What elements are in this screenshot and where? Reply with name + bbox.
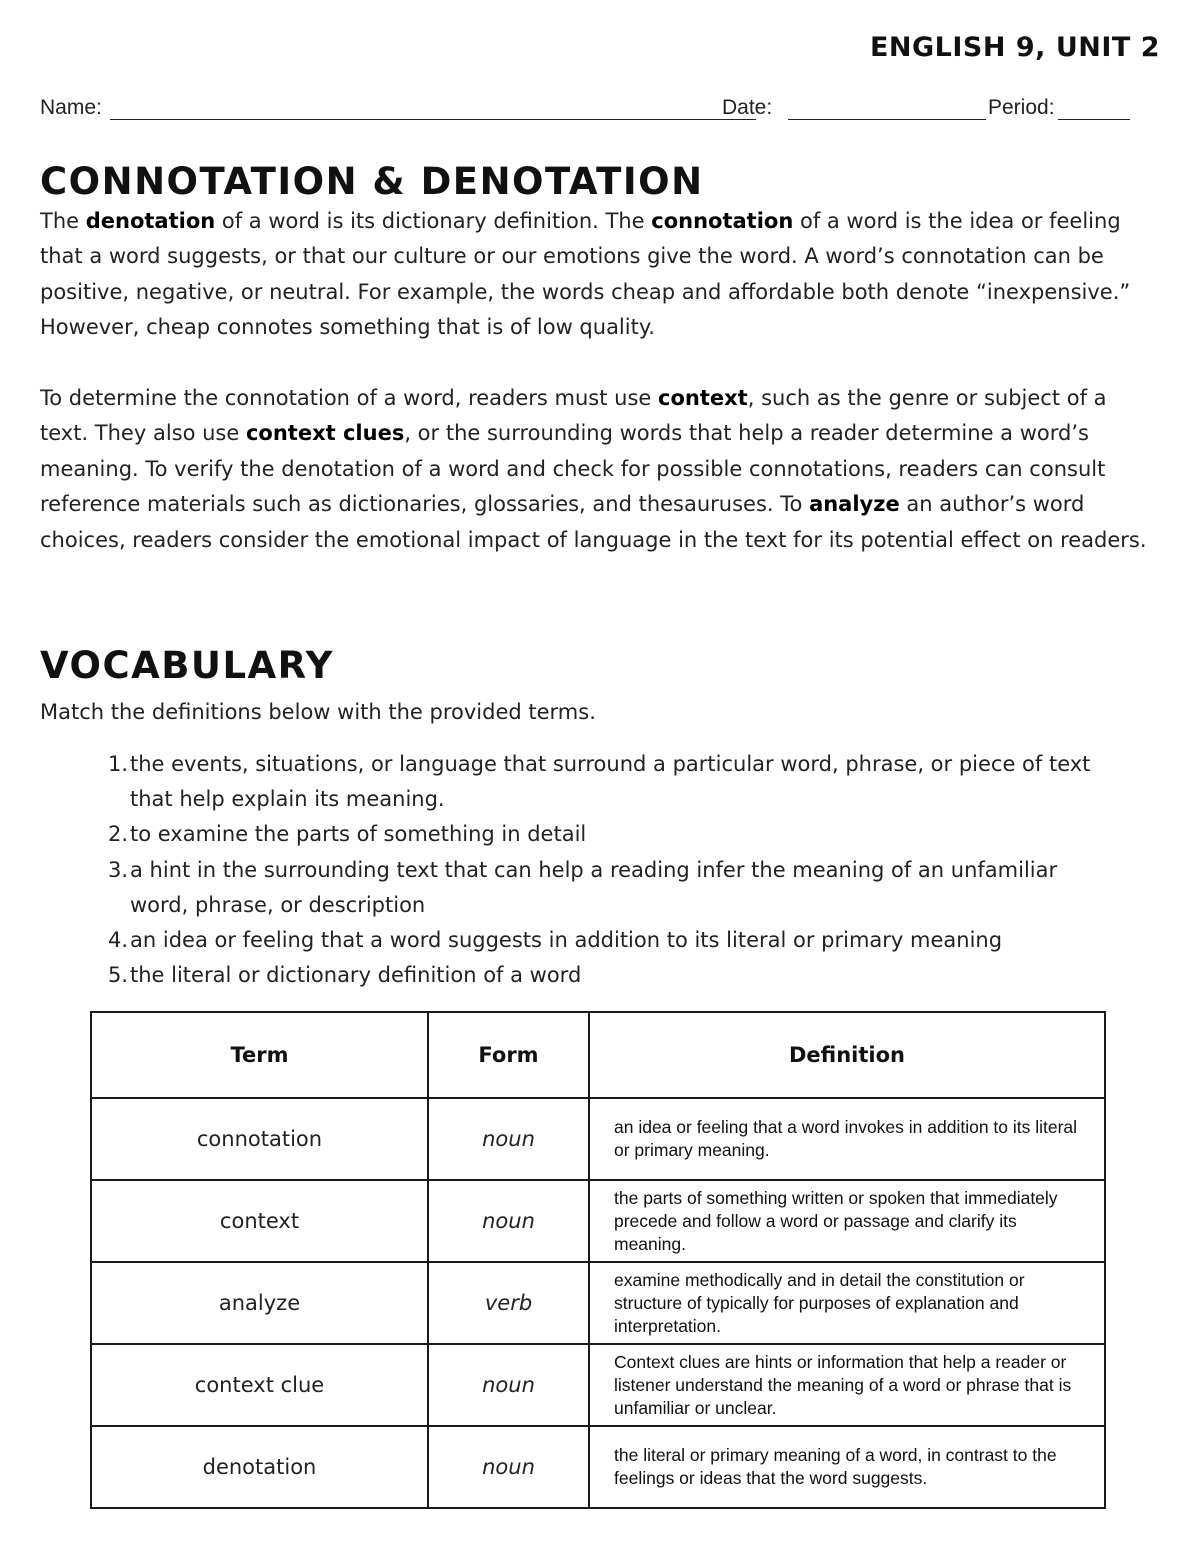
term-cell: context clue <box>91 1344 428 1426</box>
term-cell: context <box>91 1180 428 1262</box>
vocabulary-instructions: Match the definitions below with the provided terms. <box>40 700 596 724</box>
course-unit-label: ENGLISH 9, UNIT 2 <box>869 32 1160 63</box>
list-item: 5. the literal or dictionary definition of a word <box>108 963 582 988</box>
period-label: Period: <box>988 96 1055 119</box>
date-blank[interactable] <box>788 119 986 120</box>
list-item: 1. the events, situations, or language that surround a particular word, phrase, or piece of text that help explain its meaning. <box>108 752 1091 812</box>
definition-cell: Context clues are hints or information that help a reader or listener understand the meaning of a word or phrase that is unfamiliar or unclear. <box>589 1344 1105 1426</box>
definition-cell: examine methodically and in detail the constitution or structure of typically for purposes of explanation and interpretation. <box>589 1262 1105 1344</box>
list-item: 3. a hint in the surrounding text that can help a reading infer the meaning of an unfamiliar word, phrase, or description <box>108 857 1058 917</box>
list-item: 2. to examine the parts of something in detail <box>108 822 587 847</box>
key-term: context clues <box>245 421 405 446</box>
header-form: Form <box>428 1012 589 1098</box>
form-cell: verb <box>428 1262 589 1344</box>
header-definition: Definition <box>589 1012 1105 1098</box>
definition-text: a hint in the surrounding text that can help a reading infer the meaning of an unfamiliar word, phrase, or description <box>130 857 1058 917</box>
period-blank[interactable] <box>1058 119 1130 120</box>
definition-text: the literal or dictionary definition of a word <box>130 963 582 988</box>
table-row <box>91 1262 1105 1344</box>
vocabulary-table <box>90 1011 1106 1509</box>
intro-paragraph-2: To determine the connotation of a word, readers must use context, such as the genre or subject of a text. They also use context clues, or the surrounding words that help a reader determine a word’s meaning. To verify the denotation of a word and check for possible connotations, readers can consult reference materials such as dictionaries, glossaries, and thesauruses. To analyze an author’s word choices, readers consider the emotional impact of language in the text for its potential effect on readers. <box>40 386 1147 552</box>
form-cell: noun <box>428 1344 589 1426</box>
name-label: Name: <box>40 96 102 119</box>
table-row <box>91 1344 1105 1426</box>
key-term: connotation <box>651 209 794 233</box>
table-row <box>91 1426 1105 1508</box>
table-row <box>91 1098 1105 1180</box>
table-row <box>91 1180 1105 1262</box>
key-term: analyze <box>809 492 900 517</box>
key-term: denotation <box>85 209 216 233</box>
definition-cell: the literal or primary meaning of a word, in contrast to the feelings or ideas that the word suggests. <box>589 1426 1105 1508</box>
term-cell: analyze <box>91 1262 428 1344</box>
table-header-row <box>91 1012 1105 1098</box>
name-blank[interactable] <box>110 119 756 120</box>
section-title-vocabulary: VOCABULARY <box>40 644 334 687</box>
header-term: Term <box>91 1012 428 1098</box>
term-cell: denotation <box>91 1426 428 1508</box>
definition-cell: the parts of something written or spoken that immediately precede and follow a word or passage and clarify its meaning. <box>589 1180 1105 1262</box>
form-cell: noun <box>428 1180 589 1262</box>
definition-cell: an idea or feeling that a word invokes in addition to its literal or primary meaning. <box>589 1098 1105 1180</box>
intro-paragraph-1: The denotation of a word is its dictionary definition. The connotation of a word is the idea or feeling that a word suggests, or that our culture or our emotions give the word. A word’s connotation can be positive, negative, or neutral. For example, the words cheap and affordable both denote “inexpensive.” However, cheap connotes something that is of low quality. <box>40 209 1131 340</box>
definition-text: the events, situations, or language that surround a particular word, phrase, or piece of text that help explain its meaning. <box>130 752 1091 812</box>
term-cell: connotation <box>91 1098 428 1180</box>
definition-text: to examine the parts of something in detail <box>130 822 587 847</box>
form-cell: noun <box>428 1426 589 1508</box>
date-label: Date: <box>722 96 773 119</box>
definition-text: an idea or feeling that a word suggests in addition to its literal or primary meaning <box>130 928 1003 953</box>
form-cell: noun <box>428 1098 589 1180</box>
list-item: 4. an idea or feeling that a word suggests in addition to its literal or primary meaning <box>108 928 1003 953</box>
key-term: context <box>658 386 748 410</box>
student-info-line <box>40 96 1130 126</box>
definition-list <box>108 747 1098 993</box>
section-title-connotation: CONNOTATION & DENOTATION <box>40 160 704 203</box>
